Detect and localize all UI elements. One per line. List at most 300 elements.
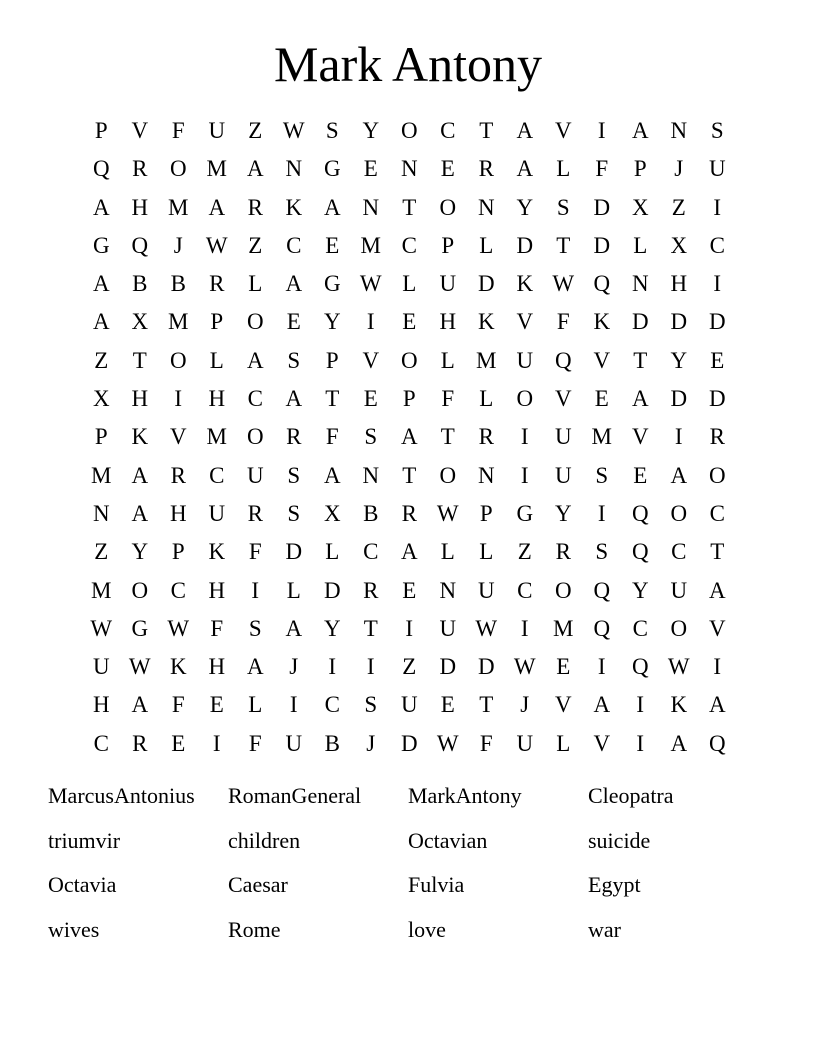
grid-cell: U xyxy=(670,577,688,603)
grid-cell: Q xyxy=(631,500,649,526)
grid-cell: H xyxy=(169,500,187,526)
grid-cell: E xyxy=(594,386,609,412)
grid-cell: Q xyxy=(92,156,110,182)
grid-cell: P xyxy=(633,156,647,182)
grid-cell: T xyxy=(479,692,494,718)
grid-cell: N xyxy=(477,462,495,488)
grid-cell: G xyxy=(323,271,341,297)
grid-cell: R xyxy=(555,539,571,565)
grid-cell: O xyxy=(439,462,457,488)
grid-cell: O xyxy=(554,577,572,603)
grid-cell: Y xyxy=(554,500,572,526)
grid-cell: R xyxy=(286,424,302,450)
grid-cell: Z xyxy=(94,347,109,373)
grid-cell: T xyxy=(479,118,494,143)
grid-cell: U xyxy=(246,462,264,488)
grid-cell: I xyxy=(597,654,606,680)
grid-cell: F xyxy=(441,386,455,412)
grid-cell: U xyxy=(708,156,726,182)
grid-cell: F xyxy=(325,424,339,450)
grid-cell: J xyxy=(674,156,684,182)
grid-cell: A xyxy=(246,654,264,680)
grid-cell: M xyxy=(206,424,227,450)
grid-cell: T xyxy=(556,232,571,258)
grid-cell: N xyxy=(477,194,495,220)
grid-cell: A xyxy=(323,194,341,220)
grid-cell: C xyxy=(286,232,302,258)
grid-cell: V xyxy=(593,347,611,373)
grid-cell: M xyxy=(168,309,189,335)
grid-cell: U xyxy=(208,500,226,526)
grid-cell: P xyxy=(171,539,185,565)
grid-cell: W xyxy=(667,654,690,680)
grid-cell: G xyxy=(92,232,110,258)
grid-cell: Y xyxy=(131,539,149,565)
grid-cell: F xyxy=(595,156,609,182)
grid-cell: M xyxy=(206,156,227,182)
grid-cell: P xyxy=(94,424,108,450)
grid-cell: E xyxy=(286,309,301,335)
grid-cell: V xyxy=(169,424,187,450)
grid-cell: W xyxy=(282,118,305,143)
grid-cell: I xyxy=(366,309,375,335)
grid-cell: Q xyxy=(631,654,649,680)
grid-cell: S xyxy=(710,118,724,143)
grid-cell: I xyxy=(520,462,529,488)
grid-cell: L xyxy=(440,347,455,373)
grid-cell: T xyxy=(402,194,417,220)
grid-cell: A xyxy=(708,692,726,718)
grid-cell: P xyxy=(325,347,339,373)
grid-cell: Q xyxy=(708,730,726,756)
grid-cell: S xyxy=(595,539,609,565)
grid-cell: F xyxy=(248,539,262,565)
grid-cell: L xyxy=(479,386,494,412)
grid-cell: E xyxy=(440,156,455,182)
grid-cell: G xyxy=(131,615,149,641)
grid-cell: N xyxy=(670,118,688,143)
grid-cell: V xyxy=(708,615,726,641)
word-list-item: Octavian xyxy=(408,827,488,853)
grid-cell: L xyxy=(479,232,494,258)
grid-cell: A xyxy=(131,500,149,526)
grid-cell: K xyxy=(208,539,226,565)
grid-cell: S xyxy=(325,118,339,143)
grid-cell: P xyxy=(402,386,416,412)
grid-cell: C xyxy=(363,539,379,565)
grid-cell: C xyxy=(709,232,725,258)
grid-cell: G xyxy=(323,156,341,182)
grid-cell: L xyxy=(325,539,340,565)
grid-cell: A xyxy=(285,271,303,297)
grid-cell: E xyxy=(402,577,417,603)
grid-cell: U xyxy=(516,730,534,756)
grid-cell: T xyxy=(363,615,378,641)
grid-cell: R xyxy=(132,730,148,756)
grid-cell: W xyxy=(436,730,459,756)
grid-cell: M xyxy=(91,577,112,603)
grid-cell: V xyxy=(631,424,649,450)
grid-cell: O xyxy=(670,500,688,526)
grid-cell: O xyxy=(169,347,187,373)
grid-cell: U xyxy=(516,347,534,373)
grid-cell: R xyxy=(709,424,725,450)
grid-cell: R xyxy=(170,462,186,488)
grid-cell: A xyxy=(670,462,688,488)
grid-cell: F xyxy=(171,118,185,143)
grid-cell: I xyxy=(289,692,298,718)
grid-cell: A xyxy=(285,615,303,641)
grid-cell: C xyxy=(632,615,648,641)
grid-cell: I xyxy=(520,615,529,641)
grid-cell: N xyxy=(362,194,380,220)
grid-cell: Q xyxy=(631,539,649,565)
grid-cell: Y xyxy=(516,194,534,220)
grid-cell: U xyxy=(477,577,495,603)
grid-cell: A xyxy=(400,424,418,450)
grid-cell: C xyxy=(401,232,417,258)
grid-cell: A xyxy=(516,118,534,143)
word-list-item: RomanGeneral xyxy=(228,783,362,808)
grid-cell: C xyxy=(709,500,725,526)
grid-cell: L xyxy=(633,232,648,258)
word-list xyxy=(48,780,778,959)
grid-cell: M xyxy=(91,462,112,488)
grid-cell: W xyxy=(475,615,498,641)
grid-cell: A xyxy=(631,118,649,143)
grid-cell: T xyxy=(633,347,648,373)
grid-cell: B xyxy=(363,500,379,526)
grid-cell: L xyxy=(556,156,571,182)
grid-cell: A xyxy=(246,156,264,182)
grid-cell: X xyxy=(131,309,149,335)
grid-cell: O xyxy=(439,194,457,220)
grid-cell: A xyxy=(131,462,149,488)
grid-cell: D xyxy=(708,309,726,335)
grid-cell: I xyxy=(713,271,722,297)
grid-cell: Q xyxy=(554,347,572,373)
grid-cell: V xyxy=(362,347,380,373)
grid-cell: R xyxy=(478,424,494,450)
grid-cell: J xyxy=(366,730,376,756)
grid-cell: Z xyxy=(671,194,686,220)
grid-cell: O xyxy=(400,347,418,373)
grid-cell: V xyxy=(516,309,534,335)
word-list-item: love xyxy=(408,917,446,943)
grid-cell: O xyxy=(169,156,187,182)
grid-cell: W xyxy=(128,654,151,680)
grid-cell: Z xyxy=(248,118,263,143)
grid-cell: E xyxy=(556,654,571,680)
grid-cell: Q xyxy=(593,615,611,641)
grid-cell: X xyxy=(670,232,688,258)
grid-cell: S xyxy=(248,615,262,641)
grid-cell: J xyxy=(173,232,183,258)
grid-cell: R xyxy=(401,500,417,526)
grid-cell: K xyxy=(285,194,303,220)
grid-cell: A xyxy=(92,194,110,220)
grid-cell: Z xyxy=(94,539,109,565)
grid-cell: F xyxy=(171,692,185,718)
grid-cell: C xyxy=(517,577,533,603)
grid-cell: W xyxy=(167,615,190,641)
word-list-item: MarkAntony xyxy=(408,783,522,808)
grid-cell: H xyxy=(208,577,226,603)
grid-cell: O xyxy=(131,577,149,603)
grid-cell: U xyxy=(554,462,572,488)
grid-cell: W xyxy=(90,615,113,641)
grid-cell: R xyxy=(478,156,494,182)
grid-cell: F xyxy=(479,730,493,756)
grid-cell: V xyxy=(554,118,572,143)
grid-cell: E xyxy=(171,730,186,756)
grid-cell: D xyxy=(400,730,418,756)
grid-cell: L xyxy=(479,539,494,565)
grid-cell: D xyxy=(285,539,303,565)
grid-cell: D xyxy=(439,654,457,680)
grid-cell: D xyxy=(593,194,611,220)
grid-cell: U xyxy=(208,118,226,143)
grid-cell: S xyxy=(364,692,378,718)
grid-cell: R xyxy=(363,577,379,603)
grid-cell: V xyxy=(554,386,572,412)
word-list-item: triumvir xyxy=(48,827,121,853)
grid-cell: I xyxy=(251,577,260,603)
grid-cell: S xyxy=(287,462,301,488)
grid-cell: I xyxy=(713,194,722,220)
grid-cell: Q xyxy=(593,271,611,297)
grid-cell: E xyxy=(209,692,224,718)
grid-cell: I xyxy=(366,654,375,680)
grid-cell: T xyxy=(710,539,725,565)
grid-cell: I xyxy=(212,730,221,756)
grid-cell: Y xyxy=(323,615,341,641)
grid-cell: A xyxy=(92,271,110,297)
grid-cell: Y xyxy=(670,347,688,373)
grid-cell: W xyxy=(359,271,382,297)
grid-cell: A xyxy=(708,577,726,603)
grid-cell: D xyxy=(477,654,495,680)
page-title: Mark Antony xyxy=(273,36,543,92)
word-list-item: Cleopatra xyxy=(588,783,674,808)
grid-cell: K xyxy=(516,271,534,297)
grid-cell: F xyxy=(556,309,570,335)
grid-cell: L xyxy=(286,577,301,603)
grid-cell: C xyxy=(209,462,225,488)
grid-cell: U xyxy=(285,730,303,756)
grid-cell: M xyxy=(553,615,574,641)
grid-cell: A xyxy=(323,462,341,488)
grid-cell: D xyxy=(323,577,341,603)
grid-cell: A xyxy=(131,692,149,718)
grid-cell: N xyxy=(631,271,649,297)
grid-cell: A xyxy=(593,692,611,718)
grid-cell: K xyxy=(670,692,688,718)
grid-cell: K xyxy=(477,309,495,335)
word-list-item: war xyxy=(588,917,621,943)
grid-cell: P xyxy=(210,309,224,335)
grid-cell: L xyxy=(440,539,455,565)
grid-cell: K xyxy=(131,424,149,450)
grid-cell: H xyxy=(208,654,226,680)
grid-cell: L xyxy=(248,692,263,718)
grid-cell: W xyxy=(205,232,228,258)
grid-cell: M xyxy=(591,424,612,450)
grid-cell: K xyxy=(169,654,187,680)
grid-cell: V xyxy=(554,692,572,718)
grid-cell: T xyxy=(402,462,417,488)
word-list-item: Octavia xyxy=(48,872,117,898)
grid-cell: U xyxy=(554,424,572,450)
grid-cell: E xyxy=(402,309,417,335)
grid-cell: C xyxy=(93,730,109,756)
grid-cell: Z xyxy=(402,654,417,680)
grid-cell: C xyxy=(440,118,456,143)
grid-cell: H xyxy=(208,386,226,412)
word-list-item: Egypt xyxy=(588,872,641,898)
grid-cell: U xyxy=(439,615,457,641)
grid-cell: Y xyxy=(631,577,649,603)
grid-cell: O xyxy=(670,615,688,641)
grid-cell: N xyxy=(285,156,303,182)
grid-cell: I xyxy=(174,386,183,412)
grid-cell: K xyxy=(593,309,611,335)
grid-cell: S xyxy=(364,424,378,450)
grid-cell: O xyxy=(246,309,264,335)
grid-cell: H xyxy=(131,194,149,220)
grid-cell: R xyxy=(247,194,263,220)
grid-cell: D xyxy=(631,309,649,335)
grid-cell: W xyxy=(552,271,575,297)
grid-cell: T xyxy=(325,386,340,412)
grid-cell: W xyxy=(436,500,459,526)
grid-cell: E xyxy=(325,232,340,258)
grid-cell: G xyxy=(516,500,534,526)
grid-cell: I xyxy=(636,692,645,718)
grid-cell: R xyxy=(209,271,225,297)
grid-cell: O xyxy=(708,462,726,488)
grid-cell: X xyxy=(92,386,110,412)
grid-cell: M xyxy=(360,232,381,258)
grid-cell: E xyxy=(363,386,378,412)
grid-cell: X xyxy=(323,500,341,526)
grid-cell: M xyxy=(476,347,497,373)
grid-cell: E xyxy=(710,347,725,373)
grid-cell: F xyxy=(248,730,262,756)
grid-cell: T xyxy=(440,424,455,450)
grid-cell: Z xyxy=(248,232,263,258)
grid-cell: V xyxy=(131,118,149,143)
grid-cell: L xyxy=(248,271,263,297)
grid-cell: R xyxy=(132,156,148,182)
grid-cell: Y xyxy=(362,118,380,143)
grid-cell: J xyxy=(520,692,530,718)
word-list-item: suicide xyxy=(588,827,651,853)
grid-cell: N xyxy=(92,500,110,526)
grid-cell: S xyxy=(287,500,301,526)
grid-cell: H xyxy=(131,386,149,412)
grid-cell: M xyxy=(168,194,189,220)
grid-cell: L xyxy=(556,730,571,756)
grid-cell: J xyxy=(289,654,299,680)
grid-cell: B xyxy=(132,271,148,297)
grid-cell: A xyxy=(92,309,110,335)
grid-cell: A xyxy=(208,194,226,220)
grid-cell: C xyxy=(170,577,186,603)
grid-cell: I xyxy=(597,118,606,143)
grid-cell: I xyxy=(674,424,683,450)
grid-cell: U xyxy=(400,692,418,718)
grid-cell: T xyxy=(132,347,147,373)
grid-cell: A xyxy=(516,156,534,182)
word-list-item: Rome xyxy=(228,917,281,943)
word-list-item: Caesar xyxy=(228,872,288,898)
grid-cell: D xyxy=(516,232,534,258)
grid-cell: C xyxy=(247,386,263,412)
grid-cell: A xyxy=(400,539,418,565)
grid-cell: C xyxy=(671,539,687,565)
grid-cell: Y xyxy=(323,309,341,335)
grid-cell: A xyxy=(631,386,649,412)
grid-cell: F xyxy=(210,615,224,641)
grid-cell: H xyxy=(439,309,457,335)
grid-cell: I xyxy=(636,730,645,756)
grid-cell: V xyxy=(593,730,611,756)
grid-cell: Q xyxy=(593,577,611,603)
word-list-item: Fulvia xyxy=(408,872,465,898)
grid-cell: D xyxy=(670,386,688,412)
grid-cell: L xyxy=(402,271,417,297)
grid-cell: D xyxy=(670,309,688,335)
grid-cell: E xyxy=(440,692,455,718)
grid-cell: C xyxy=(324,692,340,718)
grid-cell: D xyxy=(593,232,611,258)
grid-cell: Z xyxy=(517,539,532,565)
grid-cell: D xyxy=(477,271,495,297)
letter-grid xyxy=(82,112,738,763)
grid-cell: B xyxy=(170,271,186,297)
grid-cell: E xyxy=(633,462,648,488)
grid-cell: S xyxy=(556,194,570,220)
grid-cell: H xyxy=(670,271,688,297)
grid-cell: I xyxy=(713,654,722,680)
grid-cell: I xyxy=(520,424,529,450)
grid-cell: N xyxy=(439,577,457,603)
grid-cell: B xyxy=(324,730,340,756)
grid-cell: O xyxy=(516,386,534,412)
grid-cell: Q xyxy=(131,232,149,258)
grid-cell: S xyxy=(287,347,301,373)
word-list-item: wives xyxy=(48,917,100,943)
grid-cell: A xyxy=(285,386,303,412)
grid-cell: I xyxy=(328,654,337,680)
grid-cell: E xyxy=(363,156,378,182)
grid-cell: O xyxy=(246,424,264,450)
grid-cell: N xyxy=(362,462,380,488)
grid-cell: A xyxy=(246,347,264,373)
grid-cell: H xyxy=(92,692,110,718)
grid-cell: U xyxy=(439,271,457,297)
grid-cell: U xyxy=(92,654,110,680)
grid-cell: X xyxy=(631,194,649,220)
grid-cell: S xyxy=(595,462,609,488)
grid-cell: P xyxy=(441,232,455,258)
grid-cell: P xyxy=(94,118,108,143)
grid-cell: O xyxy=(400,118,418,143)
word-list-item: children xyxy=(228,827,301,853)
grid-cell: P xyxy=(479,500,493,526)
word-list-item: MarcusAntonius xyxy=(48,783,195,808)
